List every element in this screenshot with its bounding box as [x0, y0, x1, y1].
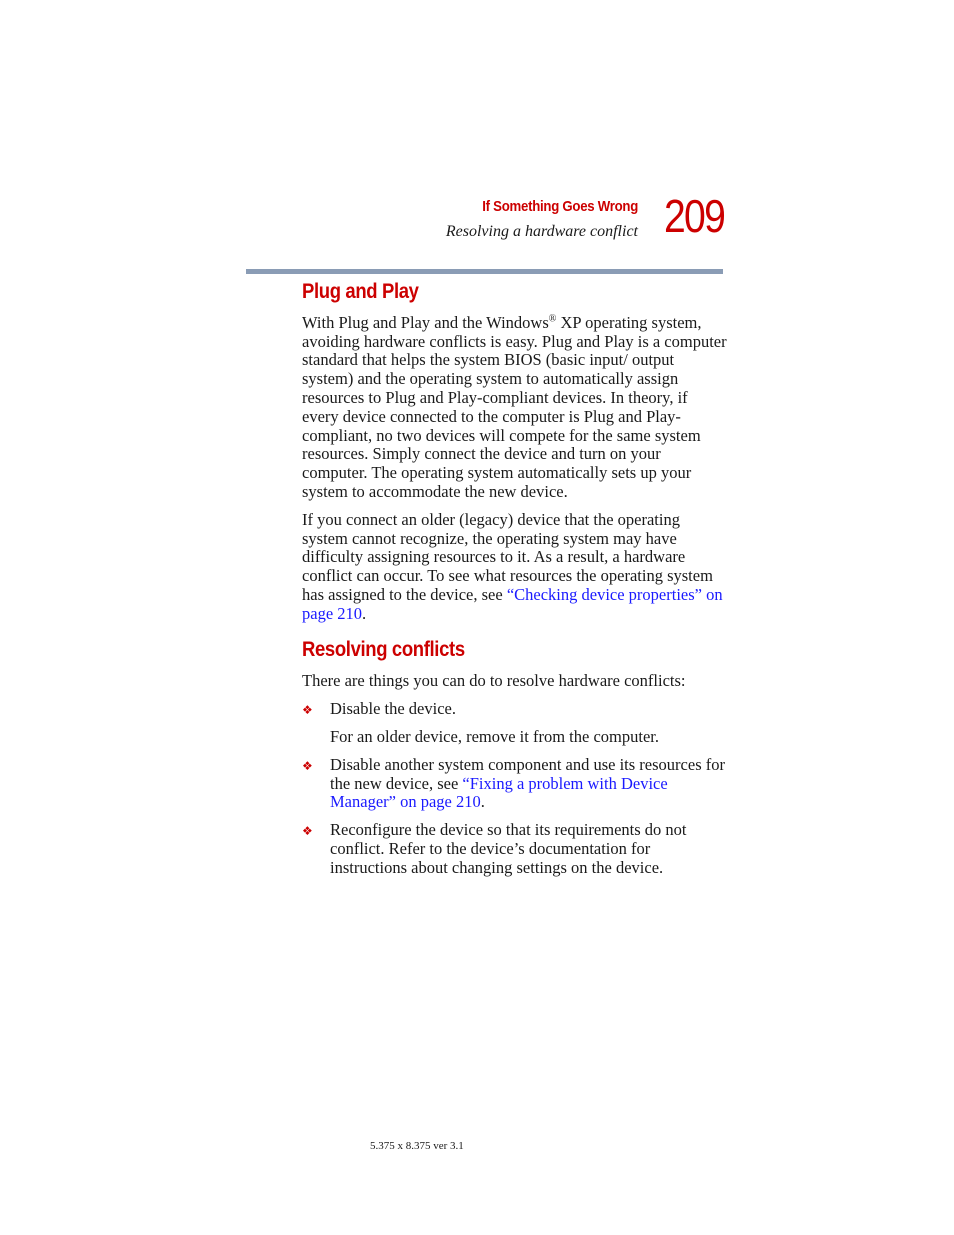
list-item	[302, 756, 727, 812]
list-item-text: Disable the device.	[330, 699, 456, 719]
running-header-section: Resolving a hardware conflict	[445, 223, 638, 240]
paragraph-plug-and-play-intro	[302, 314, 727, 502]
paragraph-end: .	[362, 603, 367, 623]
registered-mark: ®	[548, 313, 557, 325]
diamond-bullet-icon: ❖	[302, 824, 313, 839]
list-item-text: Disable another system component and use its resources for the new device, see	[330, 754, 725, 793]
paragraph-text: XP operating system, avoiding hardware conflicts is easy. Plug and Play is a computer standard that helps the system BIOS (basic input/ output system) and the operating system to automatically assign resources to Plug and Play-compliant devices. In theory, if every device connected to the computer is Plug and Play-compliant, no two devices will compete for the same system resources. Simply connect the device and turn on your computer. The operating system automatically sets up your system to accommodate the new device.	[302, 312, 727, 501]
list-item-text: Reconfigure the device so that its requirements do not conflict. Refer to the device’s documentation for instructions about changing settings on the device.	[330, 820, 687, 877]
heading-plug-and-play: Plug and Play	[302, 280, 419, 303]
list-item-subtext: For an older device, remove it from the computer.	[330, 726, 659, 746]
paragraph-resolving-intro: There are things you can do to resolve hardware conflicts:	[302, 671, 686, 691]
list-item	[302, 700, 727, 719]
running-header-chapter: If Something Goes Wrong	[482, 198, 638, 215]
page-content	[302, 280, 727, 887]
footer-version: 5.375 x 8.375 ver 3.1	[370, 1140, 464, 1152]
paragraph-text: If you connect an older (legacy) device that the operating system cannot recognize, the operating system may have difficulty assigning resources to it. As a result, a hardware conflict can occur. To see what resources the operating system has assigned to the device, see	[302, 509, 713, 604]
list-item-end: .	[480, 792, 485, 812]
list-item	[302, 821, 727, 877]
link-fixing-device-manager[interactable]: “Fixing a problem with Device Manager” on page 210	[330, 773, 668, 812]
page-number: 209	[664, 190, 725, 242]
diamond-bullet-icon: ❖	[302, 703, 313, 718]
paragraph-legacy-devices	[302, 511, 727, 624]
diamond-bullet-icon: ❖	[302, 758, 313, 773]
header-rule	[246, 269, 723, 274]
link-checking-device-properties[interactable]: “Checking device properties” on page 210	[302, 584, 723, 623]
paragraph-text: With Plug and Play and the Windows	[302, 312, 549, 332]
heading-resolving-conflicts: Resolving conflicts	[302, 637, 465, 661]
